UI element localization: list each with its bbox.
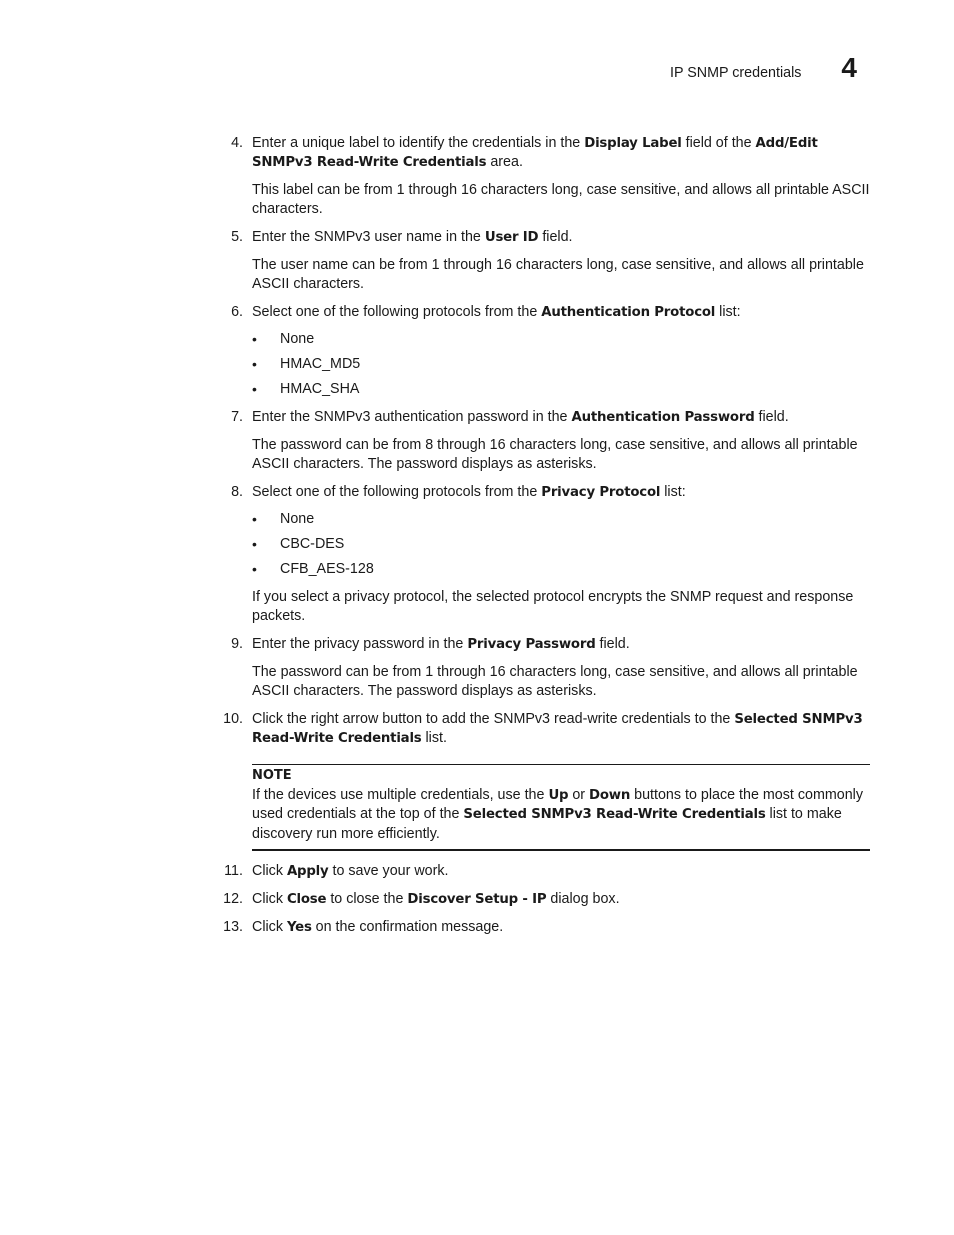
step-text: Enter the SNMPv3 user name in the User ID field. (252, 229, 573, 245)
ui-term: Selected SNMPv3 Read-Write Credentials (252, 712, 863, 746)
step-text: Click Yes on the confirmation message. (252, 919, 504, 935)
step-4 (222, 134, 870, 172)
note-box (252, 764, 870, 851)
ui-term: Discover Setup - IP (407, 892, 547, 907)
ui-term: Privacy Password (467, 637, 596, 652)
ui-term: Close (286, 892, 327, 907)
bullet-list (252, 510, 870, 585)
step-text: Enter the privacy password in the Privacy Password field. (252, 636, 630, 652)
step-6 (222, 303, 870, 322)
list-item: • HMAC_MD5 (252, 356, 361, 372)
ui-term: Authentication Protocol (541, 305, 716, 320)
step-11 (222, 862, 870, 881)
step-number: 11. (224, 863, 243, 879)
step-8-note: If you select a privacy protocol, the selected protocol encrypts the SNMP request and response packets. (252, 589, 854, 624)
list-item: • None (252, 511, 315, 527)
step-5-note: The user name can be from 1 through 16 characters long, case sensitive, and allows all printable ASCII characters. (252, 257, 864, 292)
note-heading: NOTE (252, 768, 292, 783)
step-text: Click Apply to save your work. (252, 863, 449, 879)
chapter-number: 4 (841, 52, 857, 83)
ui-term: Privacy Protocol (541, 485, 661, 500)
step-number: 8. (231, 484, 243, 500)
ui-term: Up (548, 787, 569, 803)
step-text: Select one of the following protocols from the Authentication Protocol list: (252, 304, 741, 320)
ui-term: Apply (286, 864, 329, 879)
step-number: 12. (223, 891, 243, 907)
step-text: Enter the SNMPv3 authentication password in the Authentication Password field. (252, 409, 789, 425)
ui-term: Down (589, 787, 631, 803)
page-header (670, 54, 857, 82)
ui-term: Display Label (584, 136, 682, 151)
step-13 (222, 918, 870, 937)
step-number: 6. (231, 304, 243, 320)
ui-term: User ID (484, 230, 539, 245)
step-9-note: The password can be from 1 through 16 characters long, case sensitive, and allows all printable ASCII characters. The password displays as asterisks. (252, 664, 858, 699)
list-item: • CBC-DES (252, 536, 345, 552)
note-text: If the devices use multiple credentials, use the Up or Down buttons to place the most commonly used credentials at the top of the Selected SNMPv3 Read-Write Credentials list to make discovery run more efficiently. (252, 786, 863, 842)
step-number: 4. (231, 135, 243, 151)
step-5 (222, 228, 870, 247)
step-number: 13. (223, 919, 243, 935)
section-title: IP SNMP credentials (670, 65, 802, 81)
procedure-content (222, 134, 870, 937)
list-item: • None (252, 331, 315, 347)
step-number: 7. (231, 409, 243, 425)
step-7 (222, 408, 870, 427)
ui-term: Selected SNMPv3 Read-Write Credentials (463, 807, 766, 822)
step-7-note: The password can be from 8 through 16 characters long, case sensitive, and allows all printable ASCII characters. The password displays as asterisks. (252, 437, 858, 472)
step-text: Select one of the following protocols from the Privacy Protocol list: (252, 484, 686, 500)
step-text: Click the right arrow button to add the SNMPv3 read-write credentials to the Selected SNMPv3 Read-Write Credentials list. (252, 711, 863, 746)
ui-term: Add/Edit SNMPv3 Read-Write Credentials (252, 136, 818, 170)
list-item: • HMAC_SHA (252, 381, 360, 397)
step-number: 9. (231, 636, 243, 652)
step-8 (222, 483, 870, 502)
step-12 (222, 890, 870, 909)
list-item: • CFB_AES-128 (252, 561, 374, 577)
ui-term: Authentication Password (571, 410, 755, 425)
step-text: Enter a unique label to identify the credentials in the Display Label field of the Add/Edit SNMPv3 Read-Write Credentials area. (252, 135, 818, 170)
step-number: 5. (231, 229, 243, 245)
bullet-list (252, 330, 870, 405)
ui-term: Yes (286, 920, 312, 935)
step-9 (222, 635, 870, 654)
step-10 (222, 710, 870, 748)
step-number: 10. (223, 711, 243, 727)
step-text: Click Close to close the Discover Setup - IP dialog box. (252, 891, 620, 907)
step-4-note: This label can be from 1 through 16 characters long, case sensitive, and allows all printable ASCII characters. (252, 182, 870, 217)
